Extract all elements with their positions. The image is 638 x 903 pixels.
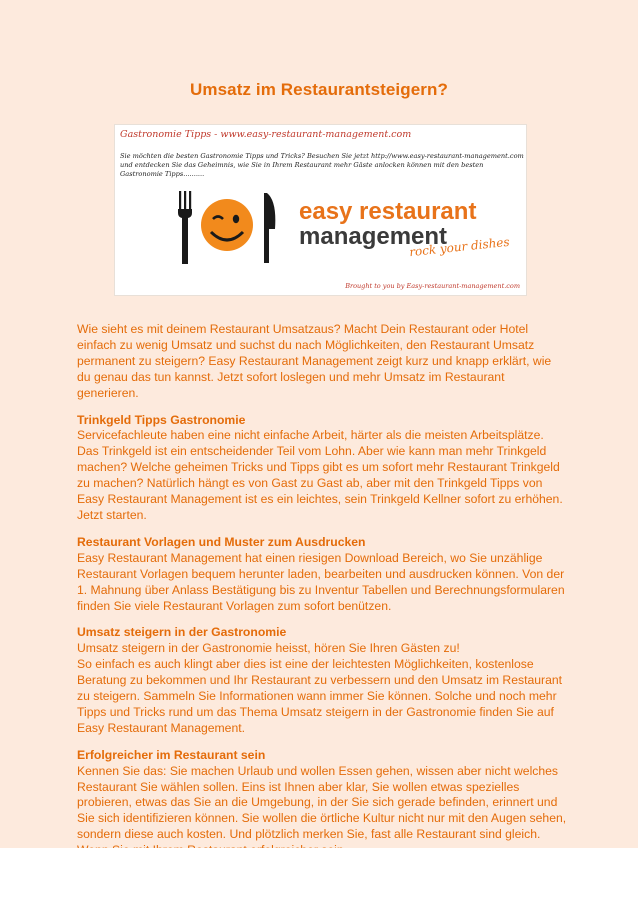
section xyxy=(77,625,567,736)
section xyxy=(77,413,567,524)
intro-paragraph: Wie sieht es mit deinem Restaurant Umsatzaus? Macht Dein Restaurant oder Hotel einfach zu wenig Umsatz und suchst du nach Möglichkeiten, den Restaurant Umsatz permanent zu steigern? Easy Restaurant Management zeigt kurz und knapp erklärt, wie du genau das tun kannst. Jetzt sofort loslegen und mehr Umsatz im Restaurant generieren. xyxy=(77,322,552,400)
section xyxy=(77,748,567,859)
section-body: Easy Restaurant Management hat einen riesigen Download Bereich, wo Sie unzählige Restaurant Vorlagen bequem herunter laden, bearbeiten und ausdrucken können. Von der 1. Mahnung über Anlass Bestätigung bis zu Inventur Tabellen und Berechnungsformularen finden Sie viele Restaurant Vorlagen zum sofort benützen. xyxy=(77,550,565,613)
banner-image xyxy=(114,124,527,296)
section-heading: Umsatz steigern in der Gastronomie xyxy=(77,625,287,640)
banner-heading: Gastronomie Tipps - www.easy-restaurant-management.com xyxy=(120,129,412,140)
section-heading: Erfolgreicher im Restaurant sein xyxy=(77,747,266,762)
logo-word-management: management xyxy=(299,223,448,250)
section-heading: Restaurant Vorlagen und Muster zum Ausdrucken xyxy=(77,534,366,549)
fork-knife-smiley-icon xyxy=(175,189,295,267)
section-heading: Trinkgeld Tipps Gastronomie xyxy=(77,412,246,427)
section xyxy=(77,535,567,615)
logo-word-easy: easy restaurant xyxy=(299,198,477,225)
page-title: Umsatz im Restaurantsteigern? xyxy=(190,80,448,99)
section-body: Servicefachleute haben eine nicht einfache Arbeit, härter als die meisten Arbeitsplätze. Das Trinkgeld ist ein entscheidender Teil vom Lohn. Aber wie kann man mehr Trinkgeld machen? Welche geheimen Tricks und Tipps gibt es um sofort mehr Restaurant Trinkgeld zu machen? Natürlich hängt es von Gast zu Gast ab, aber mit den Trinkgeld Tipps von Easy Restaurant Management ist es ein leichtes, sein Trinkgeld Kellner sofort zu erhöhen. Jetzt starten. xyxy=(77,428,563,522)
section-body: Umsatz steigern in der Gastronomie heisst, hören Sie Ihren Gästen zu! So einfach es auch klingt aber dies ist eine der leichtesten Möglichkeiten, kostenlose Beratung zu bekommen und Ihr Restaurant zu verbessern und den Umsatz im Restaurant zu steigern. Sammeln Sie Informationen wann immer Sie können. Solche und noch mehr Tipps und Tricks rund um das Thema Umsatz steigern in der Gastronomie finden Sie auf Easy Restaurant Management. xyxy=(77,641,563,735)
article-body xyxy=(77,322,567,870)
banner-credit: Brought to you by Easy-restaurant-management.com xyxy=(345,282,520,290)
banner-intro: Sie möchten die besten Gastronomie Tipps und Tricks? Besuchen Sie jetzt http://www.easy-restaurant-management.com und entdecken Sie das Geheimnis, wie Sie in Ihrem Restaurant mehr Gäste anlocken können mit den besten Gastronomie Tipps.......... xyxy=(120,152,524,178)
section-body: Kennen Sie das: Sie machen Urlaub und wollen Essen gehen, wissen aber nicht welches Restaurant Sie wählen sollen. Eins ist Ihnen aber klar, Sie wollen etwas spezielles probieren, etwas das Sie an die Umgebung, in der Sie sich gerade befinden, erinnert und Sie sich identifizieren können. Sie wollen die örtliche Kultur nicht nur mit den Augen sehen, sondern diese auch kosten. Und plötzlich merken Sie, fast alle Restaurant sind gleich. xyxy=(77,763,567,842)
page-gap xyxy=(0,848,638,903)
logo-tagline: rock your dishes xyxy=(408,234,511,260)
